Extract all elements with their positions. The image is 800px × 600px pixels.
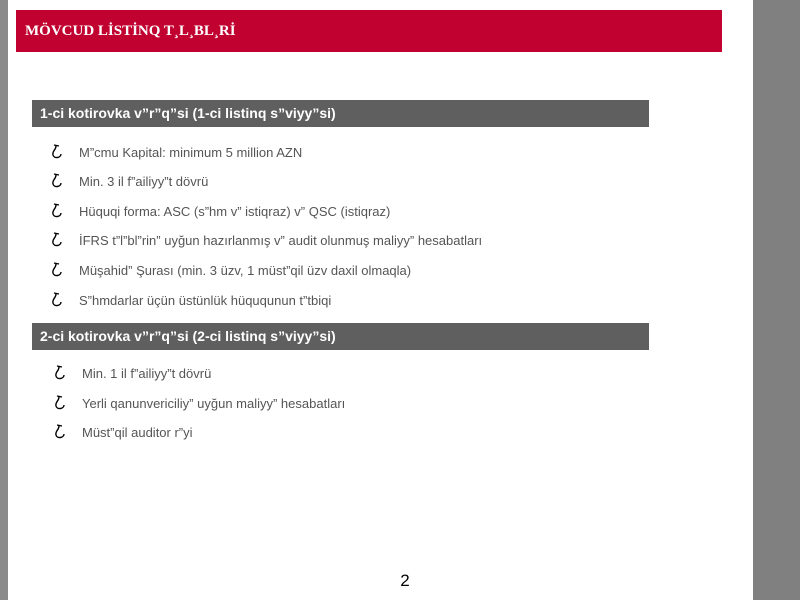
list-item-text: Min. 3 il f”ailiyy”t dövrü xyxy=(79,174,209,189)
left-margin-strip xyxy=(0,0,8,600)
list-item-text: Müşahid” Şurası (min. 3 üzv, 1 müst”qil üzv daxil olmaqla) xyxy=(79,263,412,278)
list-item-text: İFRS t”l”bl”rin” uyğun hazırlanmış v” audit olunmuş maliyy” hesabatları xyxy=(79,233,483,248)
section-heading-1: 1-ci kotirovka v”r”q”si (1-ci listinq s”viyy”si) xyxy=(32,100,649,127)
hanging-hook-bullet-icon xyxy=(50,172,64,190)
list-item-text: Yerli qanunvericiliy” uyğun maliyy” hesabatları xyxy=(82,396,346,411)
list-item-text: M”cmu Kapital: minimum 5 million AZN xyxy=(79,145,303,160)
section-heading-2: 2-ci kotirovka v”r”q”si (2-ci listinq s”viyy”si) xyxy=(32,323,649,350)
slide-page xyxy=(8,0,753,600)
page-number: 2 xyxy=(400,571,410,590)
hanging-hook-bullet-icon xyxy=(53,394,67,412)
hanging-hook-bullet-icon xyxy=(50,291,64,309)
hanging-hook-bullet-icon xyxy=(50,202,64,220)
hanging-hook-bullet-icon xyxy=(53,423,67,441)
hanging-hook-bullet-icon xyxy=(53,364,67,382)
hanging-hook-bullet-icon xyxy=(50,231,64,249)
hanging-hook-bullet-icon xyxy=(50,261,64,279)
list-item-text: Min. 1 il f”ailiyy”t dövrü xyxy=(82,366,212,381)
page-title: MÖVCUD LİSTİNQ T¸L¸BL¸Rİ xyxy=(16,10,722,52)
list-item-text: Müst”qil auditor r”yi xyxy=(82,425,193,440)
list-item-text: S”hmdarlar üçün üstünlük hüququnun t”tbiqi xyxy=(79,293,332,308)
hanging-hook-bullet-icon xyxy=(50,143,64,161)
list-item-text: Hüquqi forma: ASC (s”hm v” istiqraz) v” QSC (istiqraz) xyxy=(79,204,391,219)
